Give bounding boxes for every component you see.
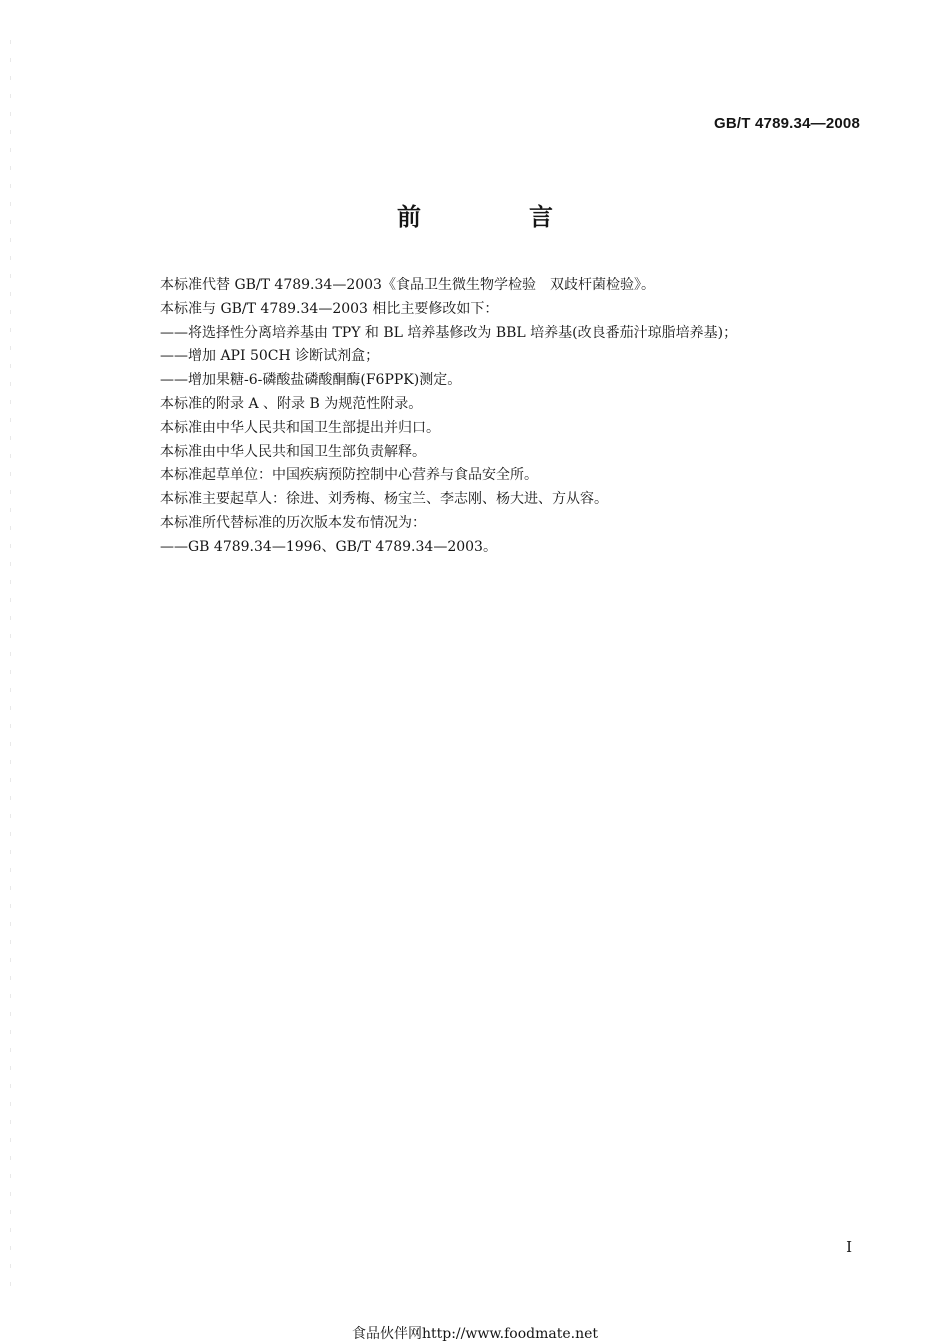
body-line: 本标准代替 GB/T 4789.34—2003《食品卫生微生物学检验 双歧杆菌检验》。 (160, 277, 655, 293)
body-line: 本标准的附录 A 、附录 B 为规范性附录。 (160, 395, 423, 412)
body-line: ——将选择性分离培养基由 TPY 和 BL 培养基修改为 BBL 培养基(改良番茄汁琼脂培养基)； (160, 324, 738, 341)
body-line: ——GB 4789.34—1996、GB/T 4789.34—2003。 (160, 538, 497, 555)
body-line: 本标准与 GB/T 4789.34—2003 相比主要修改如下： (160, 300, 499, 317)
page-title: 前 言 (397, 203, 595, 231)
body-line: 本标准主要起草人：徐进、刘秀梅、杨宝兰、李志刚、杨大进、方从容。 (160, 491, 608, 508)
page-number: I (846, 1238, 852, 1256)
body-line: ——增加 API 50CH 诊断试剂盒； (160, 348, 380, 365)
body-line: 本标准所代替标准的历次版本发布情况为： (160, 514, 426, 531)
body-line: 本标准由中华人民共和国卫生部负责解释。 (160, 443, 426, 460)
standard-code: GB/T 4789.34—2008 (714, 115, 860, 132)
body-line: 本标准起草单位：中国疾病预防控制中心营养与食品安全所。 (160, 467, 538, 484)
preface-body (160, 274, 860, 560)
body-line: 本标准由中华人民共和国卫生部提出并归口。 (160, 419, 440, 436)
body-line: ——增加果糖-6-磷酸盐磷酸酮酶(F6PPK)测定。 (160, 372, 462, 389)
footer-watermark: 食品伙伴网http://www.foodmate.net (351, 1326, 599, 1342)
